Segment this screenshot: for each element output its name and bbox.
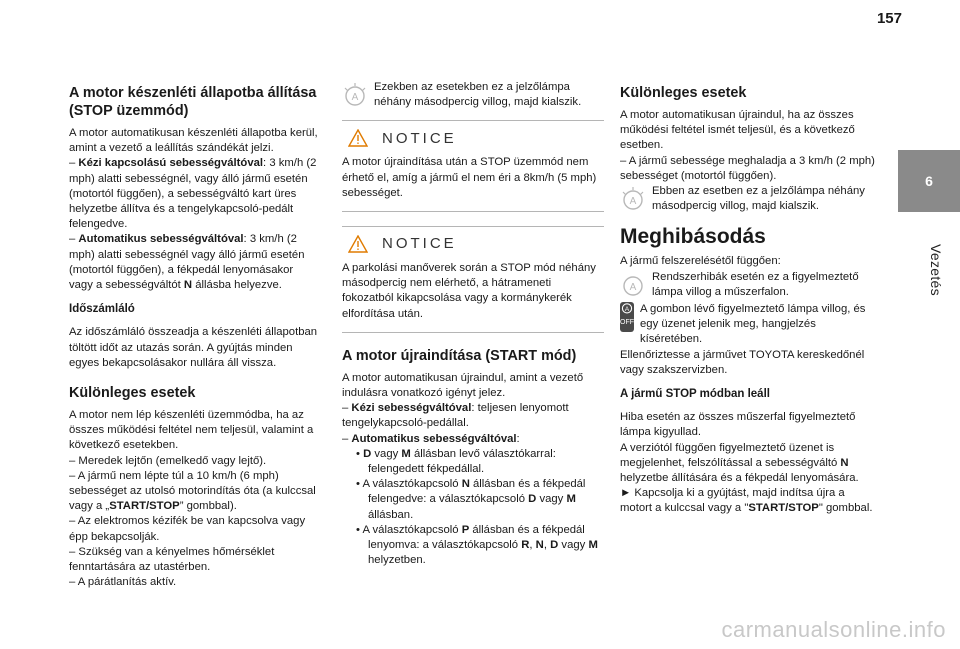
restart-special-text: A motor automatikusan újraindul, ha az összes működési feltétel ismét teljesül, és a következő esetben. xyxy=(620,109,855,152)
watermark: carmanualsonline.info xyxy=(721,617,946,642)
special-case-slope: – Meredek lejtőn (emelkedő vagy lejtő). xyxy=(69,454,267,467)
column-right xyxy=(620,84,878,517)
stop-fault-heading: A jármű STOP módban leáll xyxy=(620,388,770,401)
stop-start-off-button-icon: A OFF xyxy=(620,302,634,332)
column-middle xyxy=(342,80,604,568)
special-cases-text: A motor nem lép készenléti üzemmódba, ha az összes működési feltétel nem teljesül, valamint a következő esetekben. xyxy=(69,409,314,452)
fault-note-2: A OFF A gombon lévő figyelmeztető lámpa villog, és egy üzenet jelenik meg, hangjelzés kíséretében. xyxy=(620,303,866,346)
fault-note-1: A Rendszerhibák esetén ez a figyelmeztető lámpa villog a műszerfalon. xyxy=(620,270,878,300)
automatic-gearbox-item: – Automatikus sebességváltóval: 3 km/h (2 mph) alatti sebességnél vagy álló jármű esetén (motortól függően), a fékpedál lenyomásakor vagy a sebességváltót N állásba helyezve. xyxy=(69,233,305,292)
restart-automatic-item: – Automatikus sebességváltóval: xyxy=(342,432,520,445)
restart-bullet-1: • D vagy M állásban levő választókarral: felengedett fékpedállal. xyxy=(356,447,556,476)
indicator-note: A Ezekben az esetekben ez a jelzőlámpa néhány másodpercig villog, majd kialszik. xyxy=(342,80,604,110)
stop-fault-message: A verziótól függően figyelmeztető üzenet is megjelenhet, felszólítással a sebességváltó N helyzetbe állítására és a fékpedál lenyomására. xyxy=(620,441,859,485)
svg-text:A: A xyxy=(624,306,630,314)
restart-bullet-2: • A választókapcsoló N állásban és a fékpedál felengedve: a választókapcsoló D vagy M állásban. xyxy=(356,478,586,521)
restart-special-speed: – A jármű sebessége meghaladja a 3 km/h (2 mph) sebességet (motortól függően). xyxy=(620,154,875,182)
special-case-parking-brake: – Az elektromos kézifék be van kapcsolva vagy épp bekapcsolják. xyxy=(69,515,306,543)
stop-fault-action: ► Kapcsolja ki a gyújtást, majd indítsa újra a motort a kulccsal vagy a "START/STOP" gombbal. xyxy=(620,487,873,515)
notice-label: NOTICE xyxy=(382,235,457,253)
notice-label: NOTICE xyxy=(382,129,457,147)
timer-text: Az időszámláló összeadja a készenléti állapotban töltött időt az utazás során. A gyújtás minden egyes bekapcsolásakor nullára áll vissza. xyxy=(69,326,318,369)
notice-text-1: A motor újraindítása után a STOP üzemmód nem érhető el, amíg a jármű el nem éri a 8km/h (5 mph) sebességet. xyxy=(342,156,597,199)
warning-triangle-icon xyxy=(348,235,368,253)
svg-text:A: A xyxy=(351,92,359,103)
column-left xyxy=(69,84,319,590)
stop-mode-intro: A motor automatikusan készenléti állapotba kerül, amint a vezető a leállítás szándékát jelzi. xyxy=(69,127,318,155)
auto-stop-warning-icon xyxy=(620,272,646,298)
notice-box-2 xyxy=(342,226,604,333)
special-case-speed: – A jármű nem lépte túl a 10 km/h (6 mph) sebességet az utolsó motorindítás óta (a kulccsal vagy a „START/STOP” gombbal). xyxy=(69,469,316,513)
chapter-title: Vezetés xyxy=(928,244,944,296)
notice-text-2: A parkolási manőverek során a STOP mód néhány másodpercig nem elérhető, a hátrameneti fokozatból kikapcsolása vagy a kormánykerék elfordítása után. xyxy=(342,262,596,320)
restart-heading: A motor újraindítása (START mód) xyxy=(342,347,577,364)
restart-bullet-3: • A választókapcsoló P állásban és a fékpedál lenyomva: a választókapcsoló R, N, D vagy M helyzetben. xyxy=(356,523,598,567)
fault-heading: Meghibásodás xyxy=(620,225,766,249)
special-case-defog: – A párátlanítás aktív. xyxy=(69,576,177,589)
indicator-note: A Ebben az esetben ez a jelzőlámpa néhány másodpercig villog, majd kialszik. xyxy=(620,184,878,214)
stop-mode-heading: A motor készenléti állapotba állítása (STOP üzemmód) xyxy=(69,85,317,119)
timer-heading: Időszámláló xyxy=(69,303,135,316)
auto-stop-warning-icon xyxy=(620,186,646,212)
restart-text: A motor automatikusan újraindul, amint a vezető indulásra vonatkozó igényt jelez. xyxy=(342,371,584,400)
svg-text:A: A xyxy=(629,281,637,293)
manual-gearbox-item: – Kézi kapcsolású sebességváltóval: 3 km/h (2 mph) alatti sebességnél, vagy álló jármű esetén (motortól függően), a sebességváltó kart üres helyzetbe állítva és a tengelykapcsoló-pedált felengedve. xyxy=(69,157,317,231)
fault-intro: A jármű felszerelésétől függően: xyxy=(620,255,781,268)
fault-text: Ellenőriztesse a járművet TOYOTA kereskedőnél vagy szakszervizben. xyxy=(620,348,865,376)
special-case-temperature: – Szükség van a kényelmes hőmérséklet fenntartására az utastérben. xyxy=(69,545,275,574)
svg-text:A: A xyxy=(629,196,637,208)
page-number: 157 xyxy=(876,10,902,27)
auto-stop-warning-icon xyxy=(342,82,368,108)
restart-special-heading: Különleges esetek xyxy=(620,85,747,101)
restart-manual-item: – Kézi sebességváltóval: teljesen lenyomott tengelykapcsoló-pedállal. xyxy=(342,402,569,430)
notice-box-1 xyxy=(342,120,604,212)
stop-fault-text: Hiba esetén az összes műszerfal figyelmeztető lámpa kigyullad. xyxy=(620,411,856,439)
special-cases-heading: Különleges esetek xyxy=(69,385,196,402)
warning-triangle-icon xyxy=(348,129,368,147)
chapter-tab: 6 xyxy=(898,150,960,212)
